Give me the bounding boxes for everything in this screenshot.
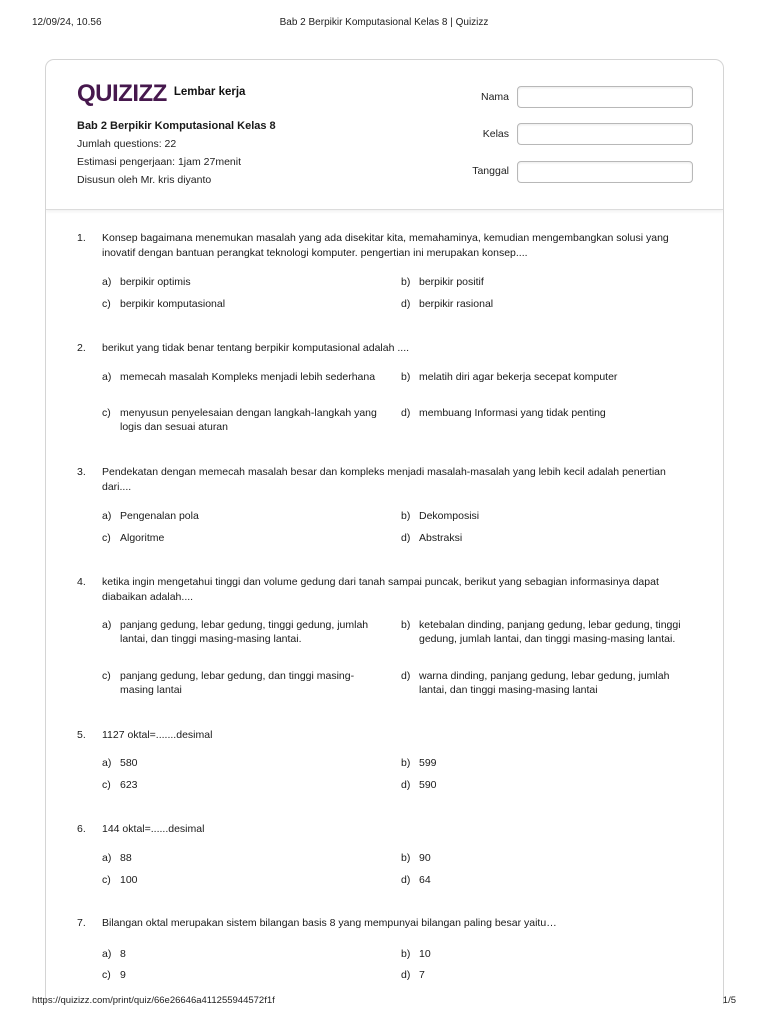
- option-letter: d): [401, 670, 411, 682]
- question-number: 6.: [77, 823, 86, 835]
- question-count: Jumlah questions: 22: [77, 138, 177, 150]
- option-letter: c): [102, 779, 111, 791]
- option-text: 90: [419, 852, 431, 864]
- option-text: 623: [120, 779, 138, 791]
- question-text: 144 oktal=......desimal: [102, 823, 205, 835]
- option-letter: c): [102, 874, 111, 886]
- quiz-title: Bab 2 Berpikir Komputasional Kelas 8: [77, 120, 276, 132]
- option-text: 7: [419, 969, 425, 981]
- question-text: Bilangan oktal merupakan sistem bilangan basis 8 yang mempunyai bilangan paling besar yaitu…: [102, 917, 557, 929]
- option-text: panjang gedung, lebar gedung, tinggi gedung, jumlah lantai, dan tinggi masing-masing lantai.: [120, 619, 369, 645]
- option-text: 88: [120, 852, 132, 864]
- question-text: Konsep bagaimana menemukan masalah yang ada disekitar kita, memahaminya, kemudian mengembangkan solusi yang inovatif dengan bantuan perangkat teknologi komputer. pengertian ini merupakan konsep....: [102, 232, 669, 259]
- name-label: Nama: [480, 91, 509, 103]
- option-letter: a): [102, 852, 112, 864]
- option-letter: d): [401, 407, 411, 419]
- option-letter: b): [401, 757, 411, 769]
- option-text: 9: [120, 969, 126, 981]
- option-letter: c): [102, 969, 111, 981]
- question-text: 1127 oktal=.......desimal: [102, 729, 213, 741]
- question-text: berikut yang tidak benar tentang berpikir komputasional adalah ....: [102, 342, 410, 354]
- worksheet-subtitle: Lembar kerja: [173, 86, 246, 98]
- option-text: memecah masalah Kompleks menjadi lebih sederhana: [120, 371, 376, 383]
- name-field[interactable]: [517, 86, 693, 108]
- option-text: 64: [419, 874, 431, 886]
- class-field[interactable]: [517, 123, 693, 145]
- option-letter: a): [102, 948, 112, 960]
- print-page-title: Bab 2 Berpikir Komputasional Kelas 8 | Quizizz: [279, 17, 489, 28]
- option-letter: b): [401, 371, 411, 383]
- option-text: melatih diri agar bekerja secepat komputer: [419, 371, 618, 383]
- question-number: 2.: [77, 342, 86, 354]
- print-url: https://quizizz.com/print/quiz/66e26646a411255944572f1f: [32, 995, 275, 1006]
- option-text: 590: [419, 779, 437, 791]
- option-text: menyusun penyelesaian dengan langkah-langkah yang logis dan sesuai aturan: [120, 407, 377, 433]
- option-text: panjang gedung, lebar gedung, dan tinggi masing-masing lantai: [120, 670, 355, 696]
- print-header: [32, 17, 736, 31]
- question-text: Pendekatan dengan memecah masalah besar dan kompleks menjadi masalah-masalah yang lebih kecil adalah penertian dari....: [102, 466, 666, 493]
- option-letter: c): [102, 298, 111, 310]
- question-number: 1.: [77, 232, 86, 244]
- option-text: berpikir komputasional: [120, 298, 226, 310]
- option-text: 8: [120, 948, 126, 960]
- option-letter: d): [401, 779, 411, 791]
- option-text: 10: [419, 948, 431, 960]
- option-text: 599: [419, 757, 437, 769]
- date-field[interactable]: [517, 161, 693, 183]
- print-datetime: 12/09/24, 10.56: [32, 17, 102, 28]
- page-number: 1/5: [722, 995, 736, 1006]
- option-letter: b): [401, 948, 411, 960]
- option-text: membuang Informasi yang tidak penting: [419, 407, 606, 419]
- option-letter: a): [102, 757, 112, 769]
- worksheet-header: [46, 60, 723, 210]
- option-letter: b): [401, 852, 411, 864]
- option-text: berpikir rasional: [419, 298, 494, 310]
- option-text: berpikir optimis: [120, 276, 191, 288]
- option-text: Dekomposisi: [419, 510, 480, 522]
- question-text: ketika ingin mengetahui tinggi dan volume gedung dari tanah sampai puncak, berikut yang sebagian informasinya dapat diabaikan adalah....: [102, 576, 659, 603]
- option-text: Pengenalan pola: [120, 510, 199, 522]
- option-letter: b): [401, 510, 411, 522]
- worksheet-card: [45, 59, 724, 1004]
- class-label: Kelas: [482, 128, 509, 140]
- date-label: Tanggal: [472, 165, 509, 177]
- option-letter: c): [102, 670, 111, 682]
- option-letter: d): [401, 298, 411, 310]
- quizizz-logo: QUIZIZZ: [77, 80, 167, 107]
- option-letter: d): [401, 969, 411, 981]
- question-number: 5.: [77, 729, 86, 741]
- option-letter: a): [102, 371, 112, 383]
- option-letter: a): [102, 276, 112, 288]
- option-text: ketebalan dinding, panjang gedung, lebar gedung, tinggi gedung, jumlah lantai, dan tinggi masing-masing lantai.: [419, 619, 681, 645]
- time-estimate: Estimasi pengerjaan: 1jam 27menit: [77, 156, 242, 168]
- option-text: Algoritme: [120, 532, 165, 544]
- option-letter: b): [401, 276, 411, 288]
- option-letter: c): [102, 407, 111, 419]
- logo-row: [77, 82, 245, 106]
- option-letter: a): [102, 510, 112, 522]
- option-letter: d): [401, 532, 411, 544]
- option-text: berpikir positif: [419, 276, 484, 288]
- question-number: 7.: [77, 917, 86, 929]
- author: Disusun oleh Mr. kris diyanto: [77, 174, 212, 186]
- option-letter: c): [102, 532, 111, 544]
- question-number: 3.: [77, 466, 86, 478]
- option-text: Abstraksi: [419, 532, 463, 544]
- option-letter: a): [102, 619, 112, 631]
- option-text: 580: [120, 757, 138, 769]
- question-number: 4.: [77, 576, 86, 588]
- option-letter: d): [401, 874, 411, 886]
- print-footer: [32, 995, 736, 1009]
- option-text: warna dinding, panjang gedung, lebar gedung, jumlah lantai, dan tinggi masing-masing lantai: [419, 670, 670, 696]
- option-text: 100: [120, 874, 138, 886]
- option-letter: b): [401, 619, 411, 631]
